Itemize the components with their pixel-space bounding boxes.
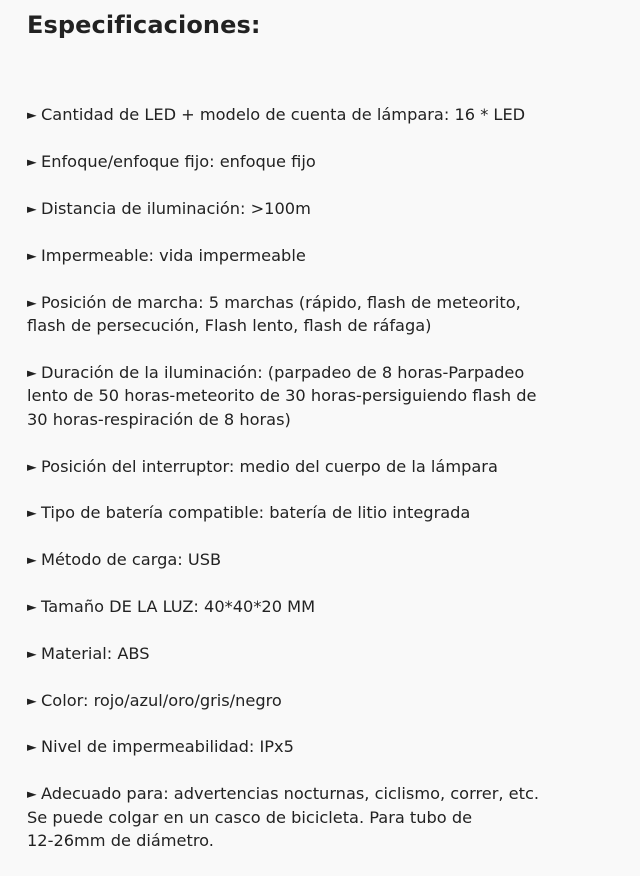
- bullet-icon: ►: [27, 786, 37, 802]
- bullet-icon: ►: [27, 154, 37, 170]
- spec-item: [27, 735, 627, 758]
- spec-text: Tamaño DE LA LUZ: 40*40*20 MM: [41, 596, 316, 616]
- bullet-icon: ►: [27, 692, 37, 708]
- spec-text: Distancia de iluminación: >100m: [41, 199, 311, 219]
- spec-item: [27, 548, 627, 571]
- spec-item: [27, 689, 627, 712]
- spec-text: Material: ABS: [41, 643, 150, 663]
- spec-list: [27, 80, 627, 876]
- spec-text: Enfoque/enfoque fijo: enfoque fijo: [41, 152, 316, 172]
- spec-text: Nivel de impermeabilidad: IPx5: [41, 737, 294, 757]
- spec-text: Posición del interruptor: medio del cuerpo de la lámpara: [41, 456, 498, 476]
- spec-text: Método de carga: USB: [41, 550, 222, 570]
- spec-item: [27, 103, 627, 126]
- spec-text: Duración de la iluminación: (parpadeo de 8 horas-Parpadeo lento de 50 horas-meteorito de 30 horas-persiguiendo flash de 30 horas-respiración de 8 horas): [27, 362, 537, 429]
- spec-text: Impermeable: vida impermeable: [41, 245, 306, 265]
- bullet-icon: ►: [27, 107, 37, 123]
- spec-text: Tipo de batería compatible: batería de litio integrada: [41, 503, 471, 523]
- spec-text: Adecuado para: advertencias nocturnas, ciclismo, correr, etc. Se puede colgar en un casco de bicicleta. Para tubo de 12-26mm de diámetro.: [27, 784, 540, 850]
- bullet-icon: ►: [27, 294, 37, 310]
- bullet-icon: ►: [27, 364, 37, 380]
- spec-item: [27, 197, 627, 220]
- spec-item: [27, 642, 627, 665]
- spec-item: [27, 361, 627, 431]
- spec-item: [27, 455, 627, 478]
- bullet-icon: ►: [27, 739, 37, 755]
- page-title: Especificaciones:: [27, 11, 261, 39]
- bullet-icon: ►: [27, 598, 37, 614]
- spec-text: Posición de marcha: 5 marchas (rápido, flash de meteorito, flash de persecución, Flash lento, flash de ráfaga): [27, 292, 521, 336]
- spec-item: [27, 782, 627, 852]
- bullet-icon: ►: [27, 201, 37, 217]
- bullet-icon: ►: [27, 552, 37, 568]
- spec-item: [27, 150, 627, 173]
- spec-item: [27, 595, 627, 618]
- bullet-icon: ►: [27, 645, 37, 661]
- bullet-icon: ►: [27, 247, 37, 263]
- spec-item: [27, 244, 627, 267]
- spec-item: [27, 291, 627, 338]
- spec-text: Color: rojo/azul/oro/gris/negro: [41, 690, 282, 710]
- spec-item: [27, 501, 627, 524]
- spec-text: Cantidad de LED + modelo de cuenta de lámpara: 16 * LED: [41, 105, 526, 125]
- bullet-icon: ►: [27, 458, 37, 474]
- bullet-icon: ►: [27, 505, 37, 521]
